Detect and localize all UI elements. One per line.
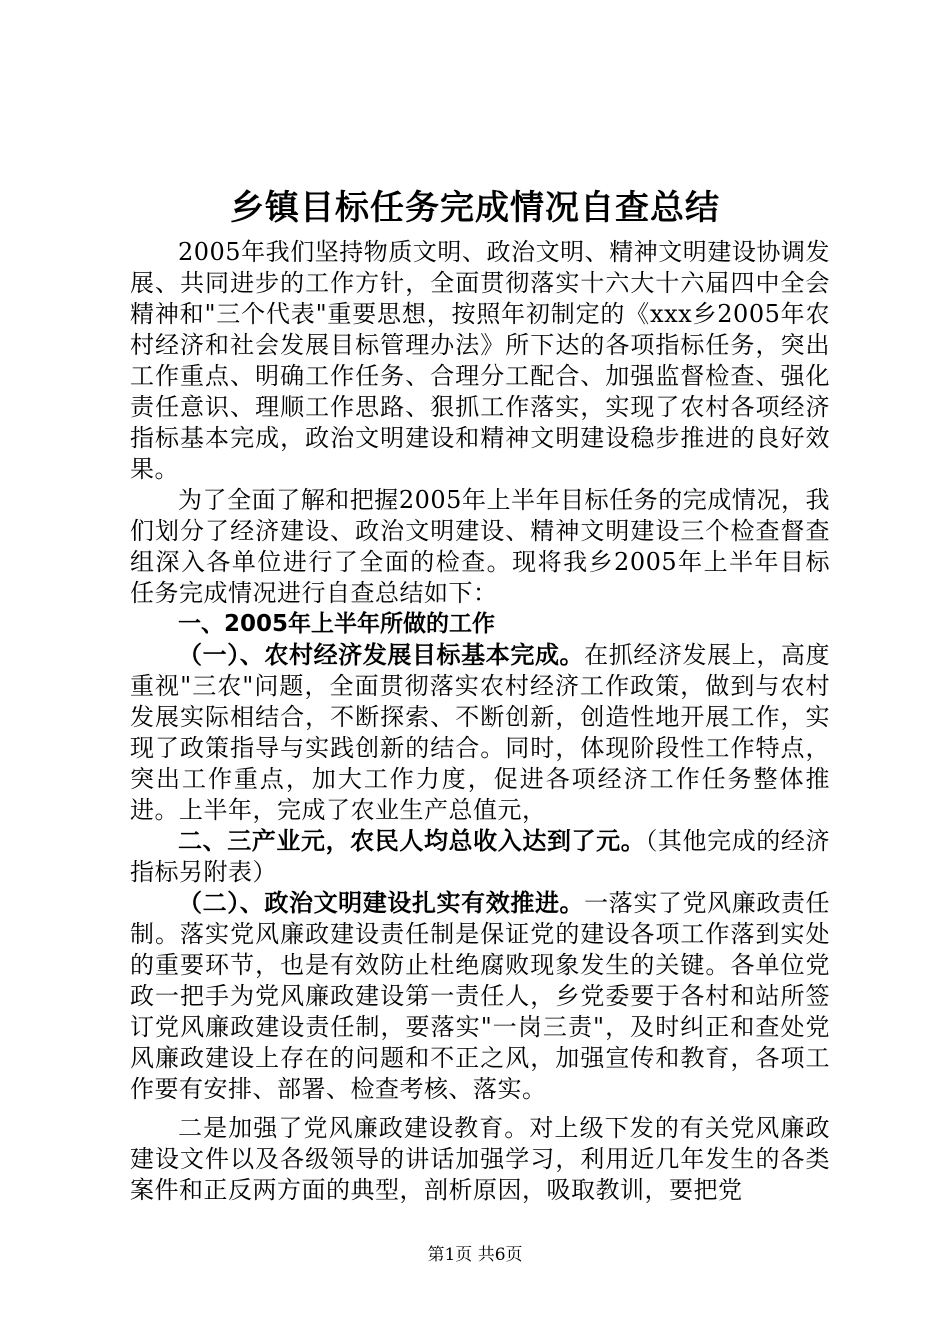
- paragraph-industry-income-text: （其他完成的经济指标另附表）: [130, 827, 831, 886]
- paragraph-anti-corruption-education: 二是加强了党风廉政建设教育。对上级下发的有关党风廉政建设文件以及各级领导的讲话加强学习，利用近几年发生的各类案件和正反两方面的典型，剖析原因，吸取教训，要把党: [130, 1114, 830, 1204]
- page-number-footer: 第1页 共6页: [427, 1245, 523, 1265]
- paragraph-political-civilization-text: 一落实了党风廉政责任制。落实党风廉政建设责任制是保证党的建设各项工作落到实处的重要环节，也是有效防止杜绝腐败现象发生的关键。各单位党政一把手为党风廉政建设第一责任人，乡党委要于各村和站所签订党风廉政建设责任制，要落实"一岗三责"，及时纠正和查处党风廉政建设上存在的问题和不正之风，加强宣传和教育，各项工作要有安排、部署、检查考核、落实。: [130, 889, 831, 1103]
- subheading-political-civilization: （二）、政治文明建设扎实有效推进。: [178, 889, 585, 917]
- paragraph-political-civilization: [130, 888, 830, 1105]
- paragraph-intro: 2005年我们坚持物质文明、政治文明、精神文明建设协调发展、共同进步的工作方针，全面贯彻落实十六大十六届四中全会精神和"三个代表"重要思想，按照年初制定的《xxx乡2005年农村经济和社会发展目标管理办法》所下达的各项指标任务，突出工作重点、明确工作任务、合理分工配合、加强监督检查、强化责任意识、理顺工作思路、狠抓工作落实，实现了农村各项经济指标基本完成，政治文明建设和精神文明建设稳步推进的良好效果。: [130, 238, 830, 483]
- paragraph-industry-income: [130, 826, 830, 888]
- paragraph-economic-goals: [130, 640, 830, 826]
- subheading-industry-income: 二、三产业元，农民人均总收入达到了元。: [178, 827, 646, 855]
- document-body: [130, 237, 830, 1206]
- paragraph-economic-goals-text: 在抓经济发展上，高度重视"三农"问题，全面贯彻落实农村经济工作政策，做到与农村发展实际相结合，不断探索、不断创新，创造性地开展工作，实现了政策指导与实践创新的结合。同时，体现阶段性工作特点，突出工作重点，加大工作力度，促进各项经济工作任务整体推进。上半年，完成了农业生产总值元，: [130, 641, 831, 824]
- section-heading-work-done: 一、2005年上半年所做的工作: [178, 611, 496, 637]
- paragraph-inspection: 为了全面了解和把握2005年上半年目标任务的完成情况，我们划分了经济建设、政治文明建设、精神文明建设三个检查督查组深入各单位进行了全面的检查。现将我乡2005年上半年目标任务完成情况进行自查总结如下：: [130, 486, 830, 607]
- document-title: 乡镇目标任务完成情况自查总结: [230, 188, 720, 228]
- subheading-economic-goals: （一）、农村经济发展目标基本完成。: [178, 641, 585, 669]
